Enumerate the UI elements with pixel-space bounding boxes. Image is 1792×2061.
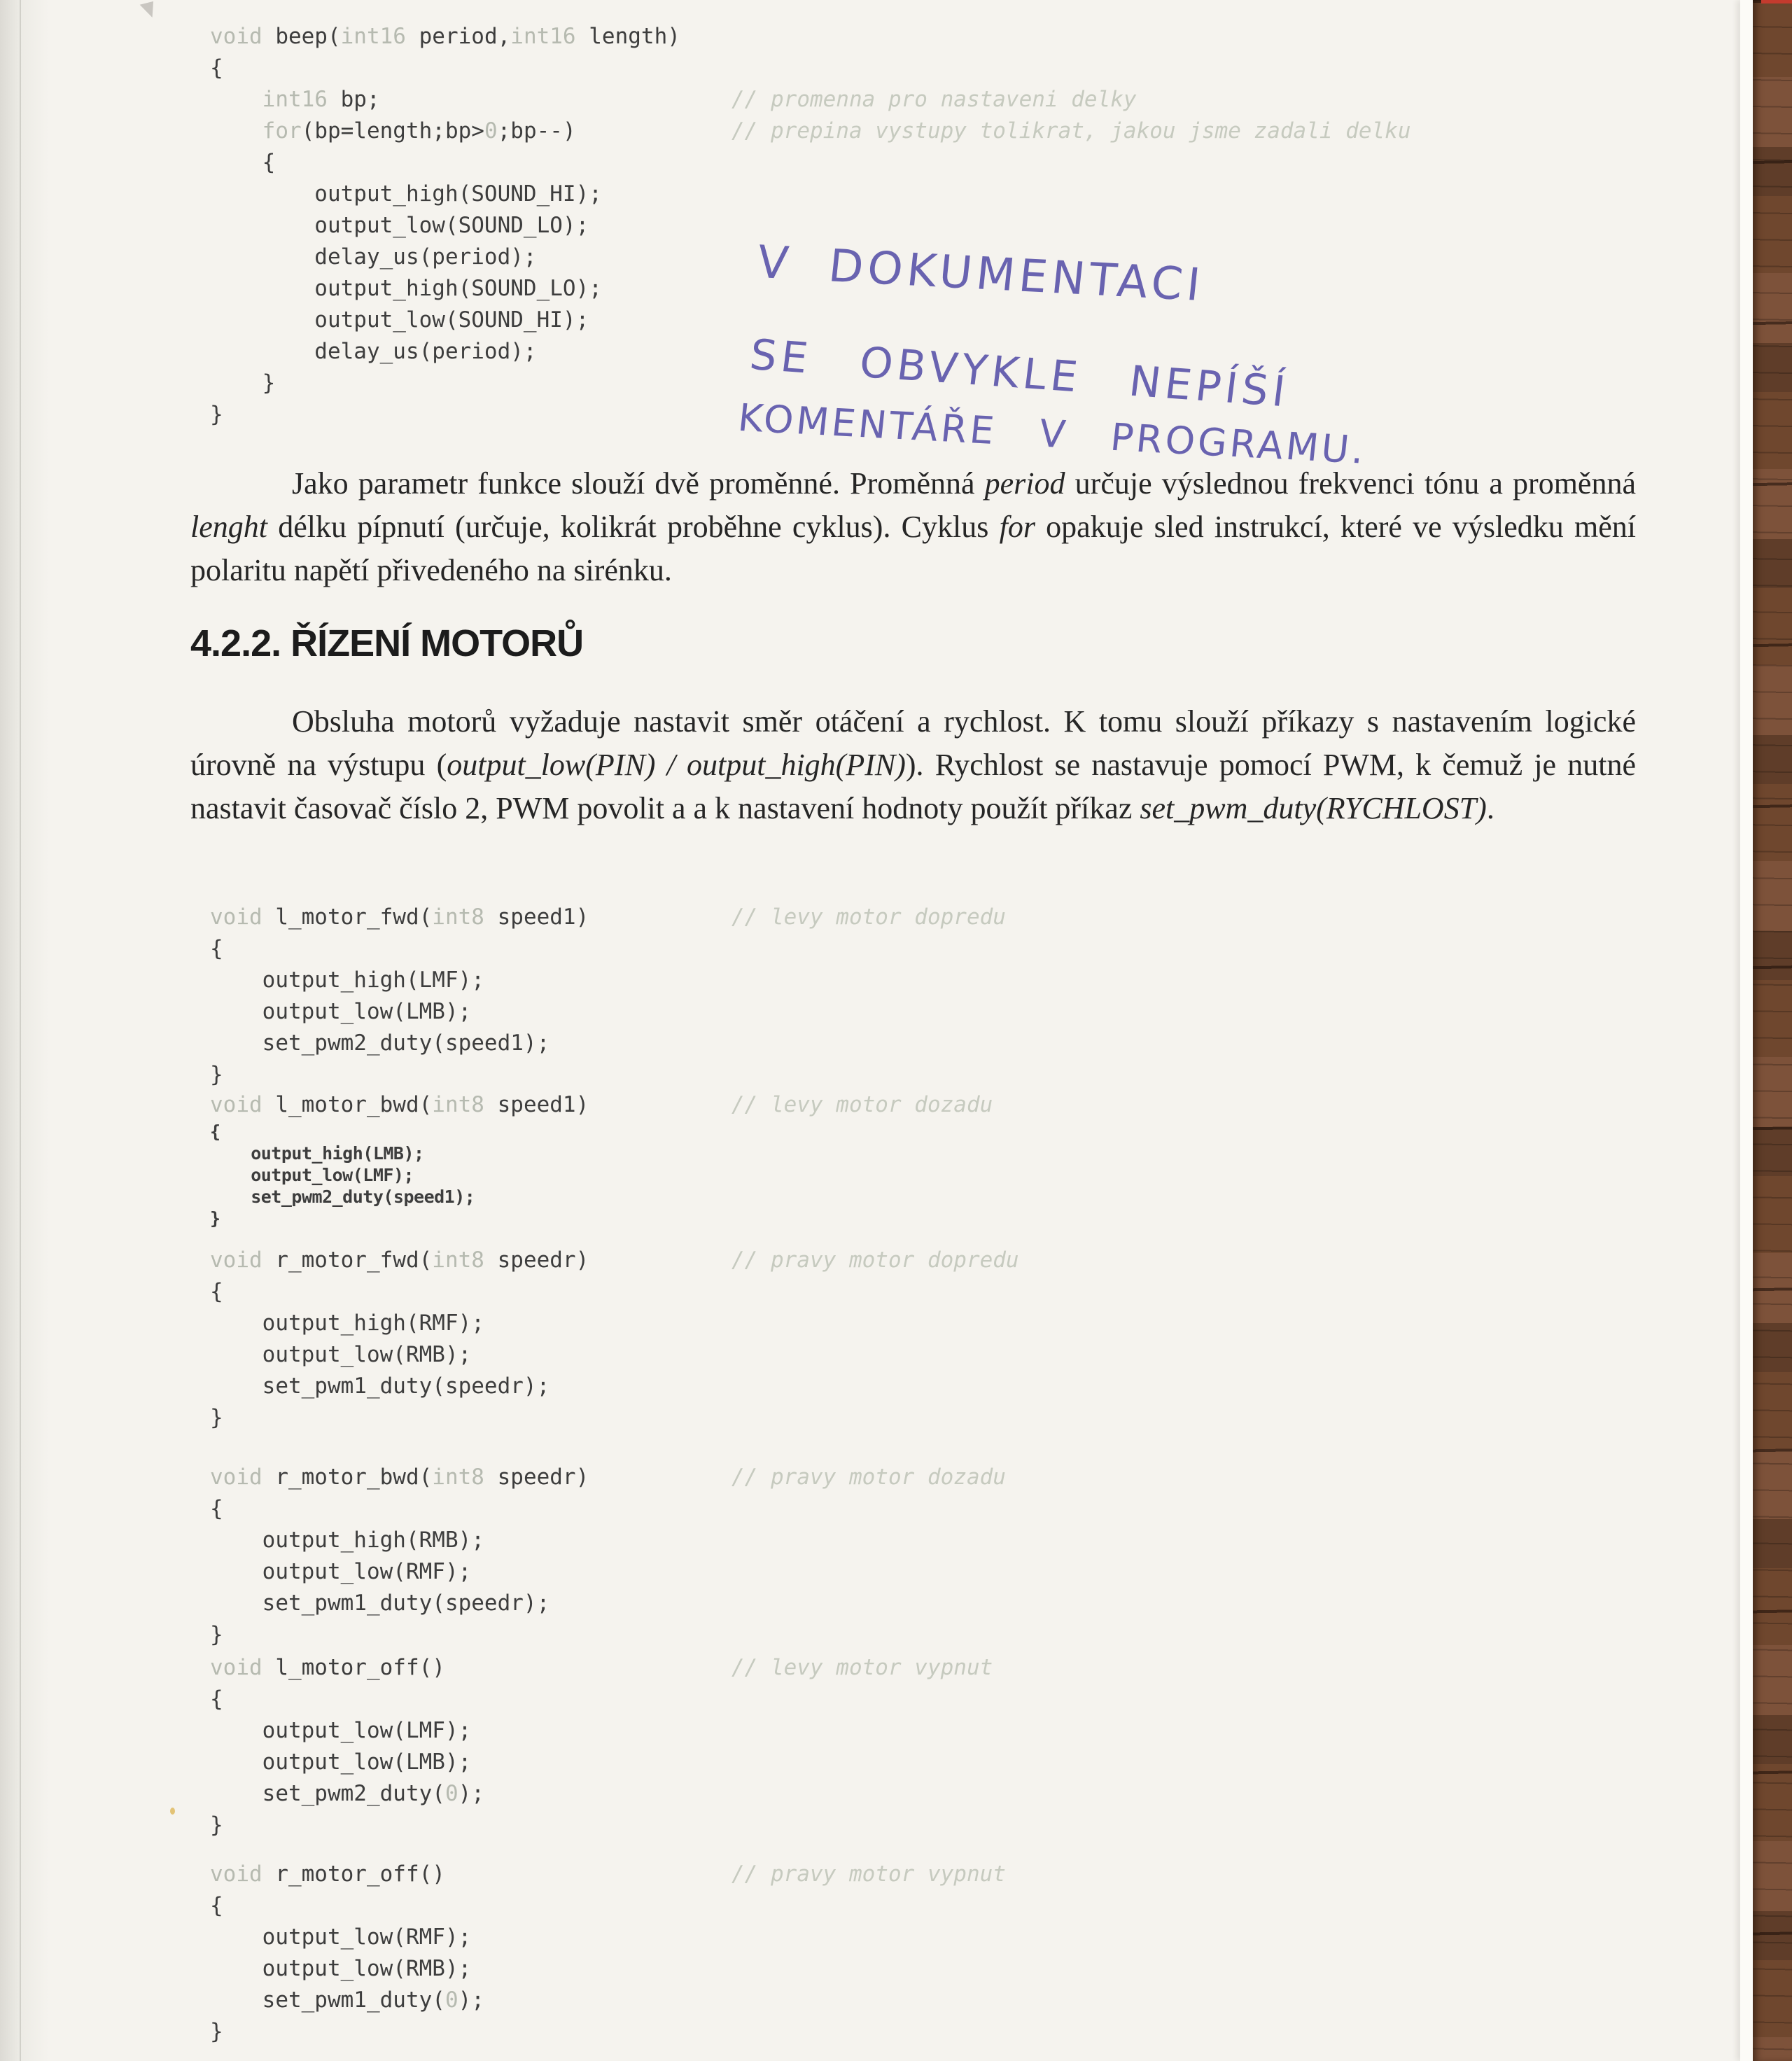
code-line: { xyxy=(210,936,223,961)
paper-right-edge xyxy=(1740,0,1753,2061)
code-line: output_high(RMF); xyxy=(210,1311,484,1336)
code-line: set_pwm2_duty(0); xyxy=(210,1781,484,1806)
code-line: { xyxy=(210,150,276,175)
code-line: set_pwm2_duty(speed1); xyxy=(210,1187,475,1207)
body-text: určuje výslednou frekvenci tónu a proměnná xyxy=(1065,466,1636,501)
code-line: delay_us(period); xyxy=(210,339,537,364)
code-comment: // prepina vystupy tolikrat, jakou jsme zadali delku xyxy=(732,118,1411,144)
code-block-l-motor-off xyxy=(210,1652,993,1841)
code-comment: // pravy motor vypnut xyxy=(732,1861,1006,1887)
code-line: } xyxy=(210,1208,220,1229)
handwritten-note-line: KOMENTÁŘE V PROGRAMU. xyxy=(736,396,1369,473)
body-text: . xyxy=(1486,791,1494,825)
code-line: } xyxy=(210,1062,223,1087)
body-text: délku pípnutí (určuje, kolikrát proběhne cyklus). Cyklus xyxy=(267,510,1000,544)
code-line: output_low(RMB); xyxy=(210,1956,472,1981)
italic-term: set_pwm_duty(RYCHLOST) xyxy=(1140,791,1487,825)
code-line: output_high(RMB); xyxy=(210,1528,484,1553)
code-comment: // levy motor dopredu xyxy=(732,904,1006,930)
code-line: set_pwm1_duty(speedr); xyxy=(210,1591,550,1616)
code-line: for(bp=length;bp>0;bp--) // prepina vystupy tolikrat, jakou jsme zadali delku xyxy=(210,116,680,147)
code-line: void r_motor_off() // pravy motor vypnut xyxy=(210,1859,484,1890)
code-line: void beep(int16 period,int16 length) xyxy=(210,24,680,49)
code-line: int16 bp; // promenna pro nastaveni delky xyxy=(210,84,680,116)
stray-arrow-mark xyxy=(140,1,158,20)
code-line: void r_motor_bwd(int8 speedr) // pravy motor dozadu xyxy=(210,1462,589,1493)
code-line: { xyxy=(210,55,223,81)
handwritten-note-line: V DOKUMENTACI xyxy=(755,237,1207,312)
code-block-r-motor-fwd xyxy=(210,1245,1019,1434)
code-line: output_high(LMF); xyxy=(210,967,484,993)
code-line: output_low(RMB); xyxy=(210,1342,472,1367)
body-text: opakuje sled instrukcí, které ve výsledku mění polaritu napětí přivedeného na sirénku. xyxy=(190,510,1636,587)
code-comment: // levy motor dozadu xyxy=(732,1092,993,1117)
code-line: output_low(SOUND_HI); xyxy=(210,307,589,333)
section-heading: 4.2.2. ŘÍZENÍ MOTORŮ xyxy=(190,622,584,664)
stray-ink-dot xyxy=(170,1808,175,1815)
code-block-r-motor-bwd xyxy=(210,1462,1006,1651)
body-text: ). Rychlost se nastavuje pomocí PWM, k čemuž je nutné nastavit časovač číslo 2, PWM povolit a a k nastavení hodnoty použít příkaz xyxy=(190,748,1636,825)
code-line: output_low(LMF); xyxy=(210,1165,414,1185)
code-line: { xyxy=(210,1122,220,1142)
code-comment: // promenna pro nastaveni delky xyxy=(732,87,1137,112)
body-text: Jako parametr funkce slouží dvě proměnné. Proměnná xyxy=(292,466,985,501)
code-line: output_low(LMB); xyxy=(210,999,472,1024)
body-text: Obsluha motorů vyžaduje nastavit směr otáčení a rychlost. K tomu slouží příkazy s nastavením logické úrovně na výstupu ( xyxy=(190,704,1636,782)
code-line: { xyxy=(210,1279,223,1304)
red-edge-mark xyxy=(1761,0,1792,4)
code-line: void r_motor_fwd(int8 speedr) // pravy motor dopredu xyxy=(210,1245,589,1276)
code-block-l-motor-fwd xyxy=(210,902,1006,1091)
code-block-r-motor-off xyxy=(210,1859,1006,2048)
code-comment: // pravy motor dopredu xyxy=(732,1248,1019,1273)
code-line: set_pwm1_duty(speedr); xyxy=(210,1374,550,1399)
code-line: output_high(SOUND_LO); xyxy=(210,276,602,301)
code-block-l-motor-bwd xyxy=(210,1089,993,1229)
code-line: output_low(RMF); xyxy=(210,1924,472,1950)
italic-term: period xyxy=(984,466,1065,501)
paragraph-motor-description xyxy=(190,700,1636,830)
code-line: } xyxy=(210,1622,223,1647)
code-line: } xyxy=(210,370,276,396)
wooden-desk-strip xyxy=(1753,0,1792,2061)
code-line: delay_us(period); xyxy=(210,244,537,270)
code-line: } xyxy=(210,1405,223,1430)
code-line: } xyxy=(210,2019,223,2044)
italic-term: output_low(PIN) / output_high(PIN) xyxy=(447,748,906,782)
code-line: { xyxy=(210,1893,223,1918)
code-line: output_low(LMB); xyxy=(210,1749,472,1775)
code-line: output_low(RMF); xyxy=(210,1559,472,1584)
code-line: set_pwm1_duty(0); xyxy=(210,1987,484,2013)
paragraph-beep-description xyxy=(190,462,1636,592)
code-line: output_low(SOUND_LO); xyxy=(210,213,589,238)
code-line: void l_motor_off() // levy motor vypnut xyxy=(210,1652,484,1684)
code-line: set_pwm2_duty(speed1); xyxy=(210,1030,550,1056)
code-comment: // levy motor vypnut xyxy=(732,1655,993,1680)
code-line: output_high(SOUND_HI); xyxy=(210,181,602,207)
code-line: output_low(LMF); xyxy=(210,1718,472,1743)
code-line: { xyxy=(210,1496,223,1521)
code-line: } xyxy=(210,402,223,427)
code-line: { xyxy=(210,1686,223,1712)
code-comment: // pravy motor dozadu xyxy=(732,1465,1006,1490)
code-line: void l_motor_bwd(int8 speed1) // levy motor dozadu xyxy=(210,1089,589,1121)
page-left-edge xyxy=(0,0,49,2061)
handwritten-note-line: SE OBVYKLE NEPÍŠÍ xyxy=(747,330,1292,417)
code-line: output_high(LMB); xyxy=(210,1143,424,1164)
italic-term: for xyxy=(999,510,1035,544)
italic-term: lenght xyxy=(190,510,267,544)
code-line: void l_motor_fwd(int8 speed1) // levy motor dopredu xyxy=(210,902,589,933)
code-line: } xyxy=(210,1812,223,1838)
